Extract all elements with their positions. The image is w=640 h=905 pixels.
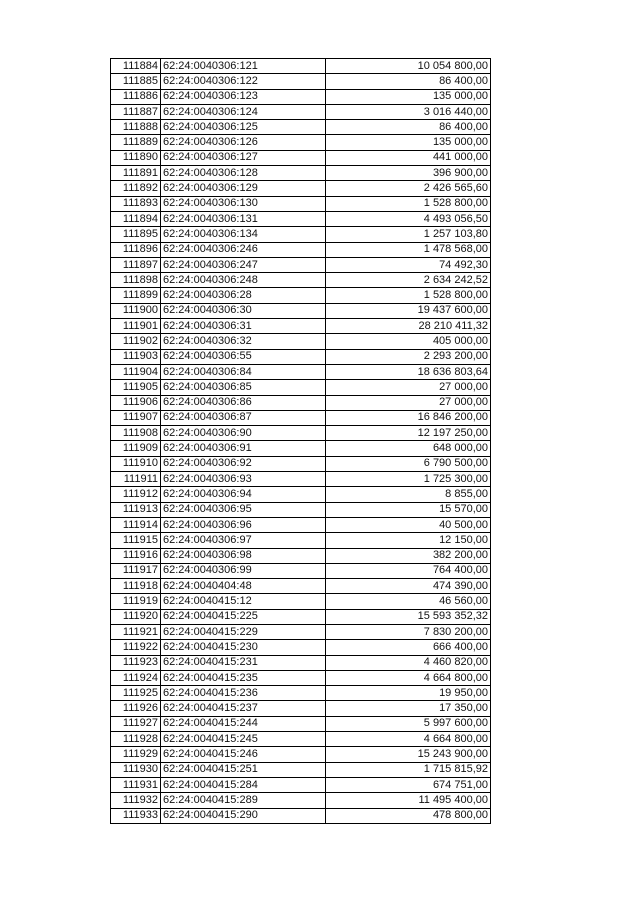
row-number-cell: 111925	[111, 686, 161, 701]
table-row	[111, 640, 491, 655]
table-row	[111, 548, 491, 563]
row-number-cell: 111914	[111, 517, 161, 532]
row-number-cell: 111901	[111, 319, 161, 334]
table-row	[111, 349, 491, 364]
table-row	[111, 808, 491, 823]
table-row	[111, 135, 491, 150]
amount-cell: 666 400,00	[326, 640, 491, 655]
row-number-cell: 111927	[111, 716, 161, 731]
table-row	[111, 609, 491, 624]
row-number-cell: 111886	[111, 89, 161, 104]
row-number-cell: 111896	[111, 242, 161, 257]
table-row	[111, 104, 491, 119]
amount-cell: 5 997 600,00	[326, 716, 491, 731]
row-number-cell: 111918	[111, 579, 161, 594]
cadastral-number-cell: 62:24:0040306:86	[161, 395, 326, 410]
cadastral-number-cell: 62:24:0040306:32	[161, 334, 326, 349]
cadastral-number-cell: 62:24:0040306:98	[161, 548, 326, 563]
row-number-cell: 111931	[111, 777, 161, 792]
amount-cell: 441 000,00	[326, 150, 491, 165]
row-number-cell: 111932	[111, 793, 161, 808]
table-row	[111, 502, 491, 517]
row-number-cell: 111889	[111, 135, 161, 150]
cadastral-number-cell: 62:24:0040415:237	[161, 701, 326, 716]
cadastral-number-cell: 62:24:0040415:235	[161, 670, 326, 685]
table-row	[111, 472, 491, 487]
amount-cell: 12 197 250,00	[326, 426, 491, 441]
row-number-cell: 111926	[111, 701, 161, 716]
table-row	[111, 242, 491, 257]
amount-cell: 2 426 565,60	[326, 181, 491, 196]
amount-cell: 19 437 600,00	[326, 303, 491, 318]
amount-cell: 478 800,00	[326, 808, 491, 823]
cadastral-number-cell: 62:24:0040306:124	[161, 104, 326, 119]
amount-cell: 8 855,00	[326, 487, 491, 502]
table-row	[111, 777, 491, 792]
table-row	[111, 364, 491, 379]
row-number-cell: 111930	[111, 762, 161, 777]
row-number-cell: 111921	[111, 624, 161, 639]
row-number-cell: 111885	[111, 74, 161, 89]
cadastral-number-cell: 62:24:0040306:30	[161, 303, 326, 318]
cadastral-number-cell: 62:24:0040415:236	[161, 686, 326, 701]
amount-cell: 4 664 800,00	[326, 732, 491, 747]
table-row	[111, 181, 491, 196]
document-page	[110, 58, 491, 824]
row-number-cell: 111915	[111, 533, 161, 548]
cadastral-number-cell: 62:24:0040306:130	[161, 196, 326, 211]
amount-cell: 15 593 352,32	[326, 609, 491, 624]
amount-cell: 16 846 200,00	[326, 410, 491, 425]
cadastral-number-cell: 62:24:0040306:84	[161, 364, 326, 379]
amount-cell: 7 830 200,00	[326, 624, 491, 639]
row-number-cell: 111911	[111, 472, 161, 487]
cadastral-number-cell: 62:24:0040306:95	[161, 502, 326, 517]
table-row	[111, 686, 491, 701]
table-row	[111, 120, 491, 135]
table-row	[111, 762, 491, 777]
row-number-cell: 111920	[111, 609, 161, 624]
cadastral-number-cell: 62:24:0040306:87	[161, 410, 326, 425]
cadastral-number-cell: 62:24:0040415:230	[161, 640, 326, 655]
amount-cell: 4 460 820,00	[326, 655, 491, 670]
amount-cell: 15 243 900,00	[326, 747, 491, 762]
cadastral-number-cell: 62:24:0040404:48	[161, 579, 326, 594]
amount-cell: 2 293 200,00	[326, 349, 491, 364]
amount-cell: 1 478 568,00	[326, 242, 491, 257]
row-number-cell: 111887	[111, 104, 161, 119]
amount-cell: 86 400,00	[326, 120, 491, 135]
table-row	[111, 74, 491, 89]
table-row	[111, 594, 491, 609]
amount-cell: 10 054 800,00	[326, 59, 491, 74]
table-row	[111, 747, 491, 762]
amount-cell: 17 350,00	[326, 701, 491, 716]
amount-cell: 28 210 411,32	[326, 319, 491, 334]
table-row	[111, 211, 491, 226]
row-number-cell: 111893	[111, 196, 161, 211]
table-row	[111, 303, 491, 318]
table-row	[111, 441, 491, 456]
table-row	[111, 319, 491, 334]
cadastral-table	[110, 58, 491, 824]
table-row	[111, 701, 491, 716]
row-number-cell: 111905	[111, 380, 161, 395]
amount-cell: 27 000,00	[326, 395, 491, 410]
cadastral-number-cell: 62:24:0040306:125	[161, 120, 326, 135]
amount-cell: 1 715 815,92	[326, 762, 491, 777]
amount-cell: 3 016 440,00	[326, 104, 491, 119]
table-row	[111, 288, 491, 303]
table-row	[111, 579, 491, 594]
row-number-cell: 111906	[111, 395, 161, 410]
table-row	[111, 670, 491, 685]
amount-cell: 1 528 800,00	[326, 196, 491, 211]
cadastral-number-cell: 62:24:0040415:284	[161, 777, 326, 792]
table-row	[111, 533, 491, 548]
cadastral-number-cell: 62:24:0040415:246	[161, 747, 326, 762]
cadastral-number-cell: 62:24:0040306:127	[161, 150, 326, 165]
cadastral-number-cell: 62:24:0040306:85	[161, 380, 326, 395]
amount-cell: 74 492,30	[326, 257, 491, 272]
row-number-cell: 111884	[111, 59, 161, 74]
cadastral-number-cell: 62:24:0040306:94	[161, 487, 326, 502]
cadastral-number-cell: 62:24:0040306:28	[161, 288, 326, 303]
row-number-cell: 111908	[111, 426, 161, 441]
row-number-cell: 111897	[111, 257, 161, 272]
cadastral-number-cell: 62:24:0040415:12	[161, 594, 326, 609]
table-row	[111, 456, 491, 471]
row-number-cell: 111916	[111, 548, 161, 563]
amount-cell: 11 495 400,00	[326, 793, 491, 808]
cadastral-number-cell: 62:24:0040415:244	[161, 716, 326, 731]
table-row	[111, 426, 491, 441]
table-row	[111, 395, 491, 410]
cadastral-number-cell: 62:24:0040306:55	[161, 349, 326, 364]
amount-cell: 2 634 242,52	[326, 273, 491, 288]
row-number-cell: 111907	[111, 410, 161, 425]
table-row	[111, 257, 491, 272]
amount-cell: 1 725 300,00	[326, 472, 491, 487]
table-row	[111, 517, 491, 532]
table-body	[111, 59, 491, 824]
cadastral-number-cell: 62:24:0040306:90	[161, 426, 326, 441]
table-row	[111, 227, 491, 242]
row-number-cell: 111933	[111, 808, 161, 823]
table-row	[111, 655, 491, 670]
row-number-cell: 111904	[111, 364, 161, 379]
cadastral-number-cell: 62:24:0040415:231	[161, 655, 326, 670]
cadastral-number-cell: 62:24:0040306:123	[161, 89, 326, 104]
cadastral-number-cell: 62:24:0040306:128	[161, 166, 326, 181]
cadastral-number-cell: 62:24:0040306:96	[161, 517, 326, 532]
amount-cell: 18 636 803,64	[326, 364, 491, 379]
cadastral-number-cell: 62:24:0040306:131	[161, 211, 326, 226]
row-number-cell: 111913	[111, 502, 161, 517]
table-row	[111, 793, 491, 808]
amount-cell: 135 000,00	[326, 89, 491, 104]
amount-cell: 19 950,00	[326, 686, 491, 701]
cadastral-number-cell: 62:24:0040306:248	[161, 273, 326, 288]
row-number-cell: 111924	[111, 670, 161, 685]
amount-cell: 6 790 500,00	[326, 456, 491, 471]
table-row	[111, 563, 491, 578]
table-row	[111, 150, 491, 165]
cadastral-number-cell: 62:24:0040306:93	[161, 472, 326, 487]
table-row	[111, 410, 491, 425]
cadastral-number-cell: 62:24:0040306:97	[161, 533, 326, 548]
row-number-cell: 111894	[111, 211, 161, 226]
table-row	[111, 334, 491, 349]
cadastral-number-cell: 62:24:0040415:289	[161, 793, 326, 808]
amount-cell: 474 390,00	[326, 579, 491, 594]
table-row	[111, 196, 491, 211]
amount-cell: 12 150,00	[326, 533, 491, 548]
amount-cell: 40 500,00	[326, 517, 491, 532]
row-number-cell: 111917	[111, 563, 161, 578]
cadastral-number-cell: 62:24:0040306:134	[161, 227, 326, 242]
amount-cell: 46 560,00	[326, 594, 491, 609]
amount-cell: 405 000,00	[326, 334, 491, 349]
row-number-cell: 111923	[111, 655, 161, 670]
amount-cell: 1 257 103,80	[326, 227, 491, 242]
table-row	[111, 273, 491, 288]
row-number-cell: 111903	[111, 349, 161, 364]
amount-cell: 764 400,00	[326, 563, 491, 578]
amount-cell: 15 570,00	[326, 502, 491, 517]
table-row	[111, 732, 491, 747]
cadastral-number-cell: 62:24:0040306:129	[161, 181, 326, 196]
cadastral-number-cell: 62:24:0040306:122	[161, 74, 326, 89]
cadastral-number-cell: 62:24:0040415:290	[161, 808, 326, 823]
table-row	[111, 487, 491, 502]
row-number-cell: 111919	[111, 594, 161, 609]
row-number-cell: 111912	[111, 487, 161, 502]
cadastral-number-cell: 62:24:0040306:91	[161, 441, 326, 456]
cadastral-number-cell: 62:24:0040415:225	[161, 609, 326, 624]
amount-cell: 648 000,00	[326, 441, 491, 456]
cadastral-number-cell: 62:24:0040415:245	[161, 732, 326, 747]
amount-cell: 1 528 800,00	[326, 288, 491, 303]
row-number-cell: 111890	[111, 150, 161, 165]
row-number-cell: 111895	[111, 227, 161, 242]
row-number-cell: 111899	[111, 288, 161, 303]
row-number-cell: 111902	[111, 334, 161, 349]
amount-cell: 4 664 800,00	[326, 670, 491, 685]
cadastral-number-cell: 62:24:0040306:246	[161, 242, 326, 257]
cadastral-number-cell: 62:24:0040415:229	[161, 624, 326, 639]
amount-cell: 135 000,00	[326, 135, 491, 150]
row-number-cell: 111900	[111, 303, 161, 318]
amount-cell: 674 751,00	[326, 777, 491, 792]
row-number-cell: 111892	[111, 181, 161, 196]
table-row	[111, 380, 491, 395]
table-row	[111, 166, 491, 181]
row-number-cell: 111888	[111, 120, 161, 135]
row-number-cell: 111928	[111, 732, 161, 747]
row-number-cell: 111929	[111, 747, 161, 762]
table-row	[111, 59, 491, 74]
row-number-cell: 111910	[111, 456, 161, 471]
cadastral-number-cell: 62:24:0040306:92	[161, 456, 326, 471]
amount-cell: 396 900,00	[326, 166, 491, 181]
cadastral-number-cell: 62:24:0040415:251	[161, 762, 326, 777]
row-number-cell: 111922	[111, 640, 161, 655]
cadastral-number-cell: 62:24:0040306:126	[161, 135, 326, 150]
amount-cell: 86 400,00	[326, 74, 491, 89]
cadastral-number-cell: 62:24:0040306:99	[161, 563, 326, 578]
row-number-cell: 111898	[111, 273, 161, 288]
table-row	[111, 716, 491, 731]
cadastral-number-cell: 62:24:0040306:31	[161, 319, 326, 334]
amount-cell: 27 000,00	[326, 380, 491, 395]
row-number-cell: 111909	[111, 441, 161, 456]
row-number-cell: 111891	[111, 166, 161, 181]
cadastral-number-cell: 62:24:0040306:121	[161, 59, 326, 74]
table-row	[111, 624, 491, 639]
cadastral-number-cell: 62:24:0040306:247	[161, 257, 326, 272]
amount-cell: 382 200,00	[326, 548, 491, 563]
amount-cell: 4 493 056,50	[326, 211, 491, 226]
table-row	[111, 89, 491, 104]
